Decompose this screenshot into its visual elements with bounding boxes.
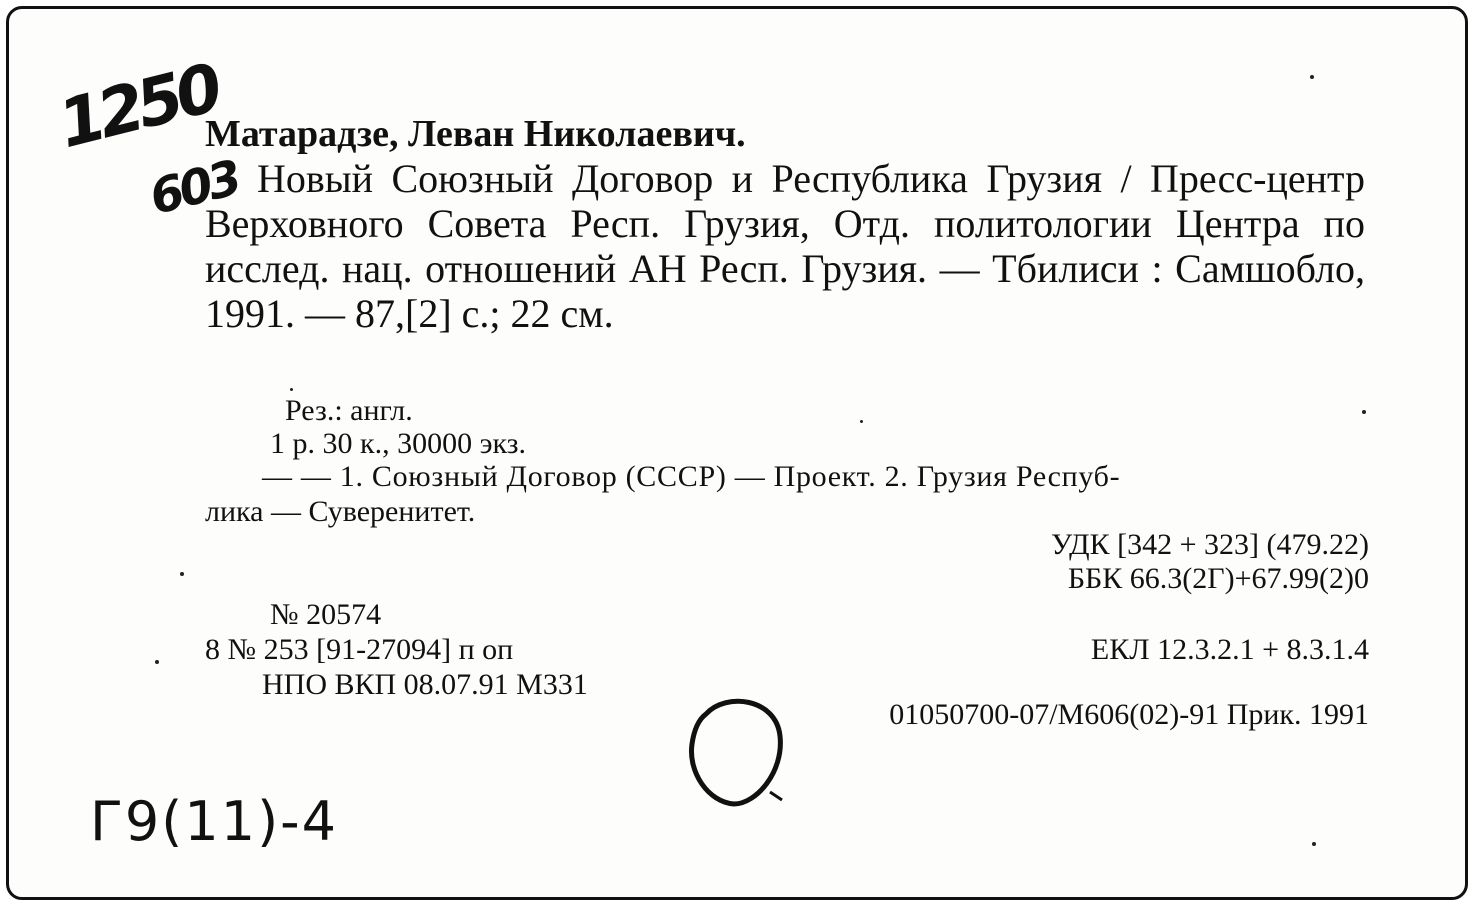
udk-code: УДК [342 + 323] (479.22) <box>1050 528 1369 561</box>
ekl-code: ЕКЛ 12.3.2.1 + 8.3.1.4 <box>1090 633 1369 666</box>
speck <box>180 572 184 576</box>
bbk-code: ББК 66.3(2Г)+67.99(2)0 <box>1067 562 1369 595</box>
title-description <box>205 156 1365 336</box>
speck <box>1362 410 1366 414</box>
code-line: 01050700-07/М606(02)-91 Прик. 1991 <box>889 698 1369 731</box>
price-circulation: 1 р. 30 к., 30000 экз. <box>270 427 526 460</box>
record-number: № 20574 <box>270 598 382 631</box>
author-heading: Матарадзе, Леван Николаевич. <box>205 113 746 155</box>
summary-note: Рез.: англ. <box>285 394 413 427</box>
subjects-line-1: — — 1. Союзный Договор (СССР) — Проект. 2. Грузия Респуб- <box>262 460 1121 493</box>
punch-oval <box>686 692 796 814</box>
speck <box>860 420 863 423</box>
order-line: 8 № 253 [91-27094] п оп <box>205 633 514 666</box>
speck <box>1310 75 1314 79</box>
description-text: Новый Союзный Договор и Республика Грузия / Пресс-центр Верховного Совета Респ. Грузия, Отд. политологии Центра по исслед. нац. отношений АН Респ. Грузия. — Тбилиси : Самшобло, 1991. — 87,[2] с.; 22 см. <box>205 156 1365 336</box>
handwritten-author-mark: 603 <box>144 150 244 226</box>
speck <box>1312 842 1316 846</box>
npo-line: НПО ВКП 08.07.91 М331 <box>262 668 588 701</box>
speck <box>155 660 159 664</box>
subjects-line-2: лика — Суверенитет. <box>205 495 476 528</box>
handwritten-shelf-mark: Г9(11)-4 <box>90 790 338 853</box>
speck <box>290 388 293 391</box>
handwritten-call-number: 1250 <box>51 49 225 164</box>
